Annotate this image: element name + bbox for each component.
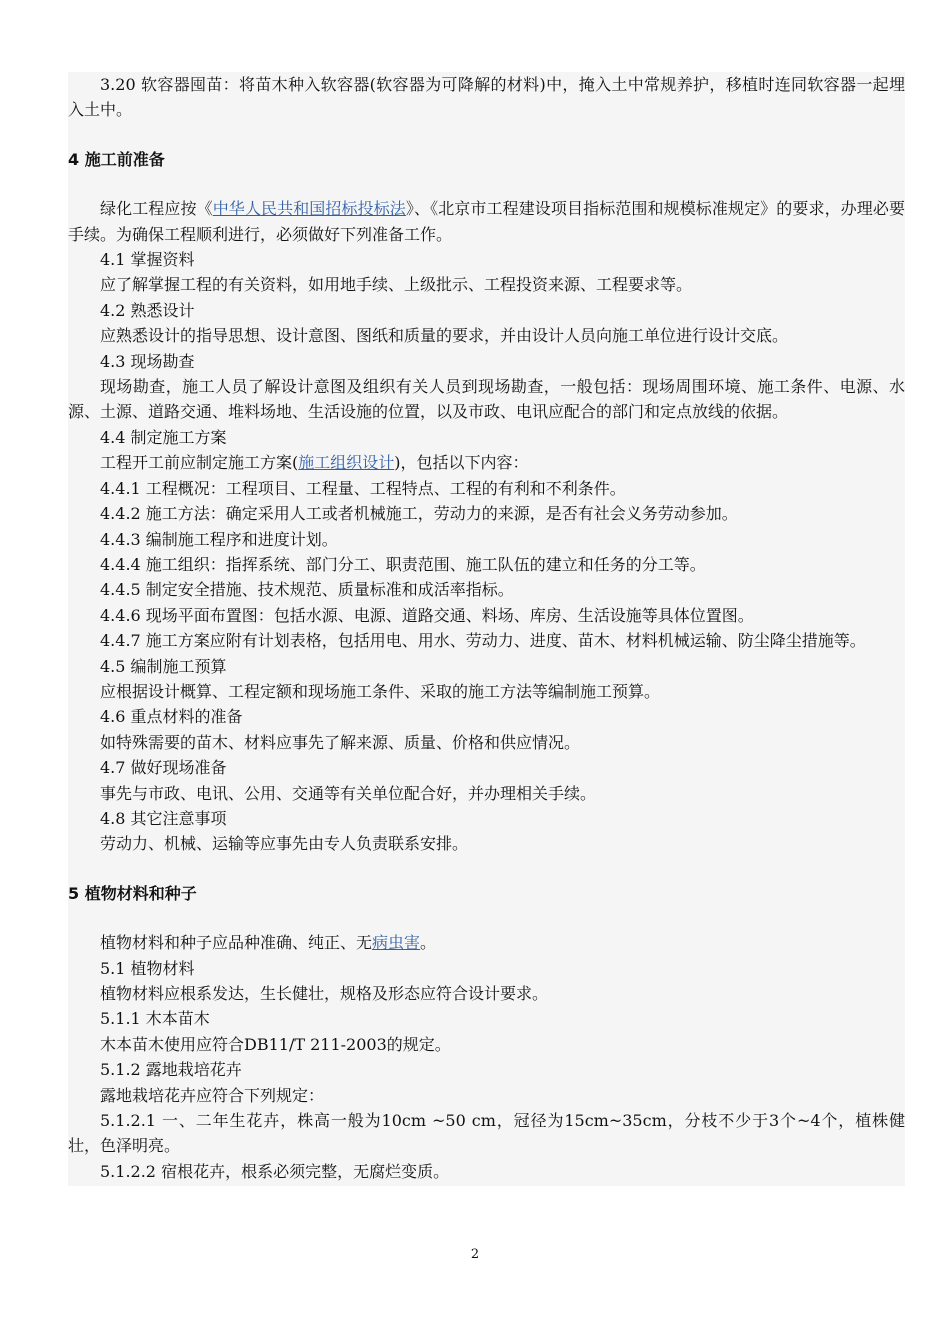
- item-4-4-5: 4.4.5 制定安全措施、技术规范、质量标准和成活率指标。: [100, 580, 514, 600]
- paragraph-4-7: 事先与市政、电讯、公用、交通等有关单位配合好，并办理相关手续。: [100, 783, 597, 803]
- item-4-4-3: 4.4.3 编制施工程序和进度计划。: [100, 529, 338, 549]
- item-4-4-7: 4.4.7 施工方案应附有计划表格，包括用电、用水、劳动力、进度、苗木、材料机械运输、防尘降尘措施等。: [100, 631, 866, 651]
- subheading-5-1-1: 5.1.1 木本苗木: [100, 1009, 210, 1029]
- paragraph-4-1: 应了解掌握工程的有关资料，如用地手续、上级批示、工程投资来源、工程要求等。: [100, 275, 693, 295]
- subheading-4-8: 4.8 其它注意事项: [100, 808, 227, 828]
- paragraph-4-4: 工程开工前应制定施工方案(施工组织设计)，包括以下内容：: [100, 453, 529, 473]
- item-4-4-6: 4.4.6 现场平面布置图：包括水源、电源、道路交通、料场、库房、生活设施等具体位置图。: [100, 605, 754, 625]
- subheading-4-6: 4.6 重点材料的准备: [100, 707, 243, 727]
- subheading-5-1-2: 5.1.2 露地栽培花卉: [100, 1060, 242, 1080]
- section4-intro: 绿化工程应按《中华人民共和国招标投标法》、《北京市工程建设项目指标范围和规模标准规定》的要求，办理必要手续。为确保工程顺利进行，必须做好下列准备工作。: [68, 199, 905, 244]
- paragraph-4-2: 应熟悉设计的指导思想、设计意图、图纸和质量的要求，并由设计人员向施工单位进行设计交底。: [100, 326, 789, 346]
- subheading-5-1: 5.1 植物材料: [100, 958, 195, 978]
- subheading-4-7: 4.7 做好现场准备: [100, 758, 227, 778]
- page-number: 2: [470, 1247, 480, 1262]
- item-5-1-2-2: 5.1.2.2 宿根花卉，根系必须完整，无腐烂变质。: [100, 1161, 450, 1181]
- document-body: [68, 72, 905, 1186]
- link-construction-organization-design[interactable]: 施工组织设计: [298, 453, 395, 473]
- subheading-4-4: 4.4 制定施工方案: [100, 427, 227, 447]
- paragraph-5-1: 植物材料应根系发达，生长健壮，规格及形态应符合设计要求。: [100, 984, 549, 1003]
- paragraph-4-8: 劳动力、机械、运输等应事先由专人负责联系安排。: [100, 834, 469, 854]
- link-pests-diseases[interactable]: 病虫害: [372, 933, 421, 953]
- subheading-4-3: 4.3 现场勘查: [100, 351, 195, 371]
- item-4-4-4: 4.4.4 施工组织：指挥系统、部门分工、职责范围、施工队伍的建立和任务的分工等。: [100, 554, 706, 574]
- paragraph-4-5: 应根据设计概算、工程定额和现场施工条件、采取的施工方法等编制施工预算。: [100, 681, 661, 701]
- item-5-1-2-1: 5.1.2.1 一、二年生花卉，株高一般为10cm ~50 cm，冠径为15cm~35cm，分枝不少于3个~4个，植株健壮，色泽明亮。: [68, 1111, 905, 1156]
- paragraph-3-20: 3.20 软容器囤苗：将苗木种入软容器(软容器为可降解的材料)中，掩入土中常规养护，移植时连同软容器一起埋入土中。: [68, 75, 905, 120]
- paragraph-4-6: 如特殊需要的苗木、材料应事先了解来源、质量、价格和供应情况。: [100, 732, 581, 752]
- link-tendering-law[interactable]: 中华人民共和国招标投标法: [212, 199, 406, 219]
- paragraph-5-1-2: 露地栽培花卉应符合下列规定：: [100, 1085, 325, 1105]
- section5-intro: 植物材料和种子应品种准确、纯正、无病虫害。: [100, 933, 437, 953]
- section-heading-4: 4 施工前准备: [68, 149, 165, 169]
- paragraph-5-1-1: 木本苗木使用应符合DB11/T 211-2003的规定。: [100, 1034, 451, 1054]
- item-4-4-1: 4.4.1 工程概况：工程项目、工程量、工程特点、工程的有利和不利条件。: [100, 478, 626, 498]
- subheading-4-2: 4.2 熟悉设计: [100, 300, 195, 320]
- subheading-4-1: 4.1 掌握资料: [100, 250, 195, 270]
- item-4-4-2: 4.4.2 施工方法：确定采用人工或者机械施工，劳动力的来源，是否有社会义务劳动参加。: [100, 504, 738, 524]
- subheading-4-5: 4.5 编制施工预算: [100, 656, 227, 676]
- section-heading-5: 5 植物材料和种子: [68, 883, 197, 903]
- paragraph-4-3: 现场勘查，施工人员了解设计意图及组织有关人员到现场勘查，一般包括：现场周围环境、施工条件、电源、水源、土源、道路交通、堆料场地、生活设施的位置，以及市政、电讯应配合的部门和定点放线的依据。: [68, 377, 905, 422]
